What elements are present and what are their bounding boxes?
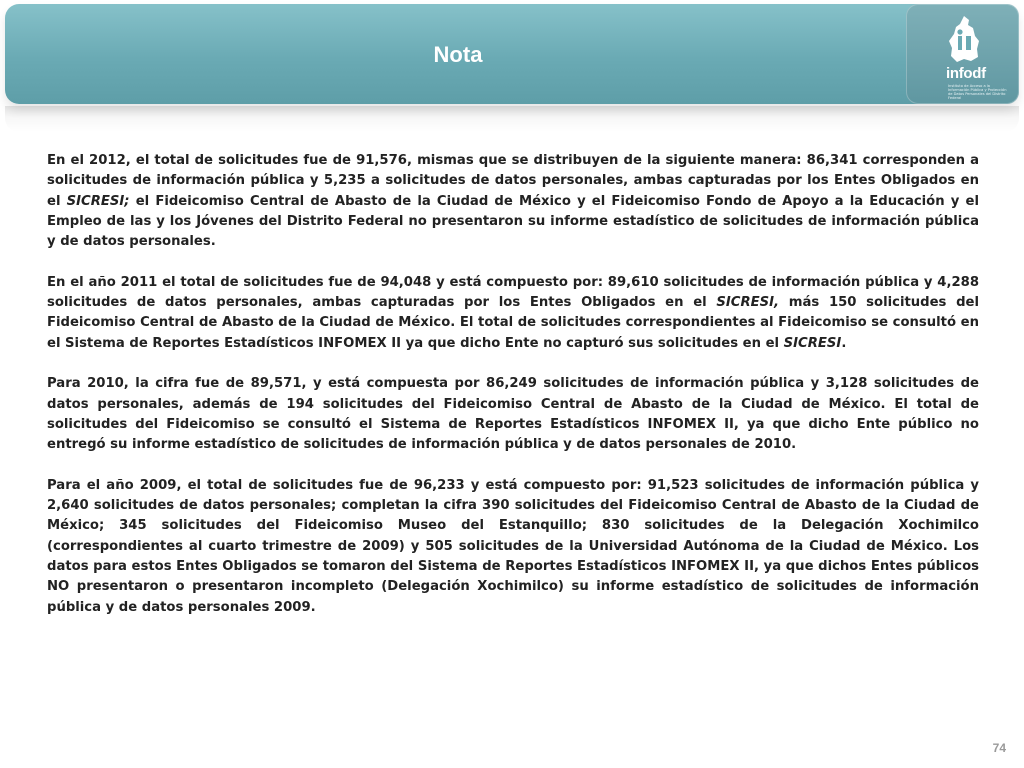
paragraph-2012	[47, 151, 979, 252]
page-number: 74	[992, 741, 1006, 755]
italic-term: SICRESI,	[716, 295, 780, 311]
text-span: En el 2012, el total de solicitudes fue de 91,576, mismas que se distribuyen de la siguiente manera: 86,341 corresponden a solicitudes de información pública y 5,235 a solicitudes de datos personales, ambas capturadas por los Entes Obligados en el	[47, 153, 979, 209]
italic-term: SICRESI	[783, 335, 842, 351]
paragraph-2011	[47, 273, 979, 354]
text-span: más 150 solicitudes del Fideicomiso Central de Abasto de la Ciudad de México. El total de solicitudes correspondientes al Fideicomiso se consultó en el Sistema de Reportes Estadísticos INFOMEX II ya que dicho Ente no capturó sus solicitudes en el	[47, 295, 979, 351]
header-reflection	[5, 106, 1019, 132]
italic-term: SICRESI;	[66, 193, 130, 209]
text-span: .	[841, 335, 847, 351]
logo	[906, 4, 1019, 104]
logo-subtitle: Instituto de Acceso a la Información Pública y Protección de Datos Personales del Distrito Federal	[948, 84, 1007, 100]
page-title: Nota	[433, 42, 483, 67]
text-span: En el año 2011 el total de solicitudes fue de 94,048 y está compuesto por: 89,610 solicitudes de información pública y 4,288 solicitudes de datos personales, ambas capturadas por los Entes Obligados en el	[47, 274, 979, 311]
logo-map-icon	[944, 14, 984, 64]
text-span: el Fideicomiso Central de Abasto de la Ciudad de México y el Fideicomiso Fondo de Apoyo a la Educación y el Empleo de las y los Jóvenes del Distrito Federal no presentaron su informe estadístico de solicitudes de información pública y de datos personales.	[47, 193, 979, 250]
note-body	[47, 151, 979, 638]
paragraph-2010: Para 2010, la cifra fue de 89,571, y está compuesta por 86,249 solicitudes de información pública y 3,128 solicitudes de datos personales, además de 194 solicitudes del Fideicomiso Central de Abasto de la Ciudad de México. El total de solicitudes del Fideicomiso se consultó el Sistema de Reportes Estadísticos INFOMEX II, ya que dicho Ente público no entregó su informe estadístico de solicitudes de información pública y de datos personales de 2010.	[47, 376, 979, 453]
logo-text: infodf	[946, 65, 986, 82]
paragraph-2009: Para el año 2009, el total de solicitudes fue de 96,233 y está compuesto por: 91,523 solicitudes de información pública y 2,640 solicitudes de datos personales; completan la cifra 390 solicitudes del Fideicomiso Central de Abasto de la Ciudad de México; 345 solicitudes del Fideicomiso Museo del Estanquillo; 830 solicitudes de la Delegación Xochimilco (correspondientes al cuarto trimestre de 2009) y 505 solicitudes de la Universidad Autónoma de la Ciudad de México. Los datos para estos Entes Obligados se tomaron del Sistema de Reportes Estadísticos INFOMEX II, ya que dichos Entes públicos NO presentaron o presentaron incompleto (Delegación Xochimilco) su informe estadístico de solicitudes de información pública y de datos personales 2009.	[47, 477, 979, 615]
